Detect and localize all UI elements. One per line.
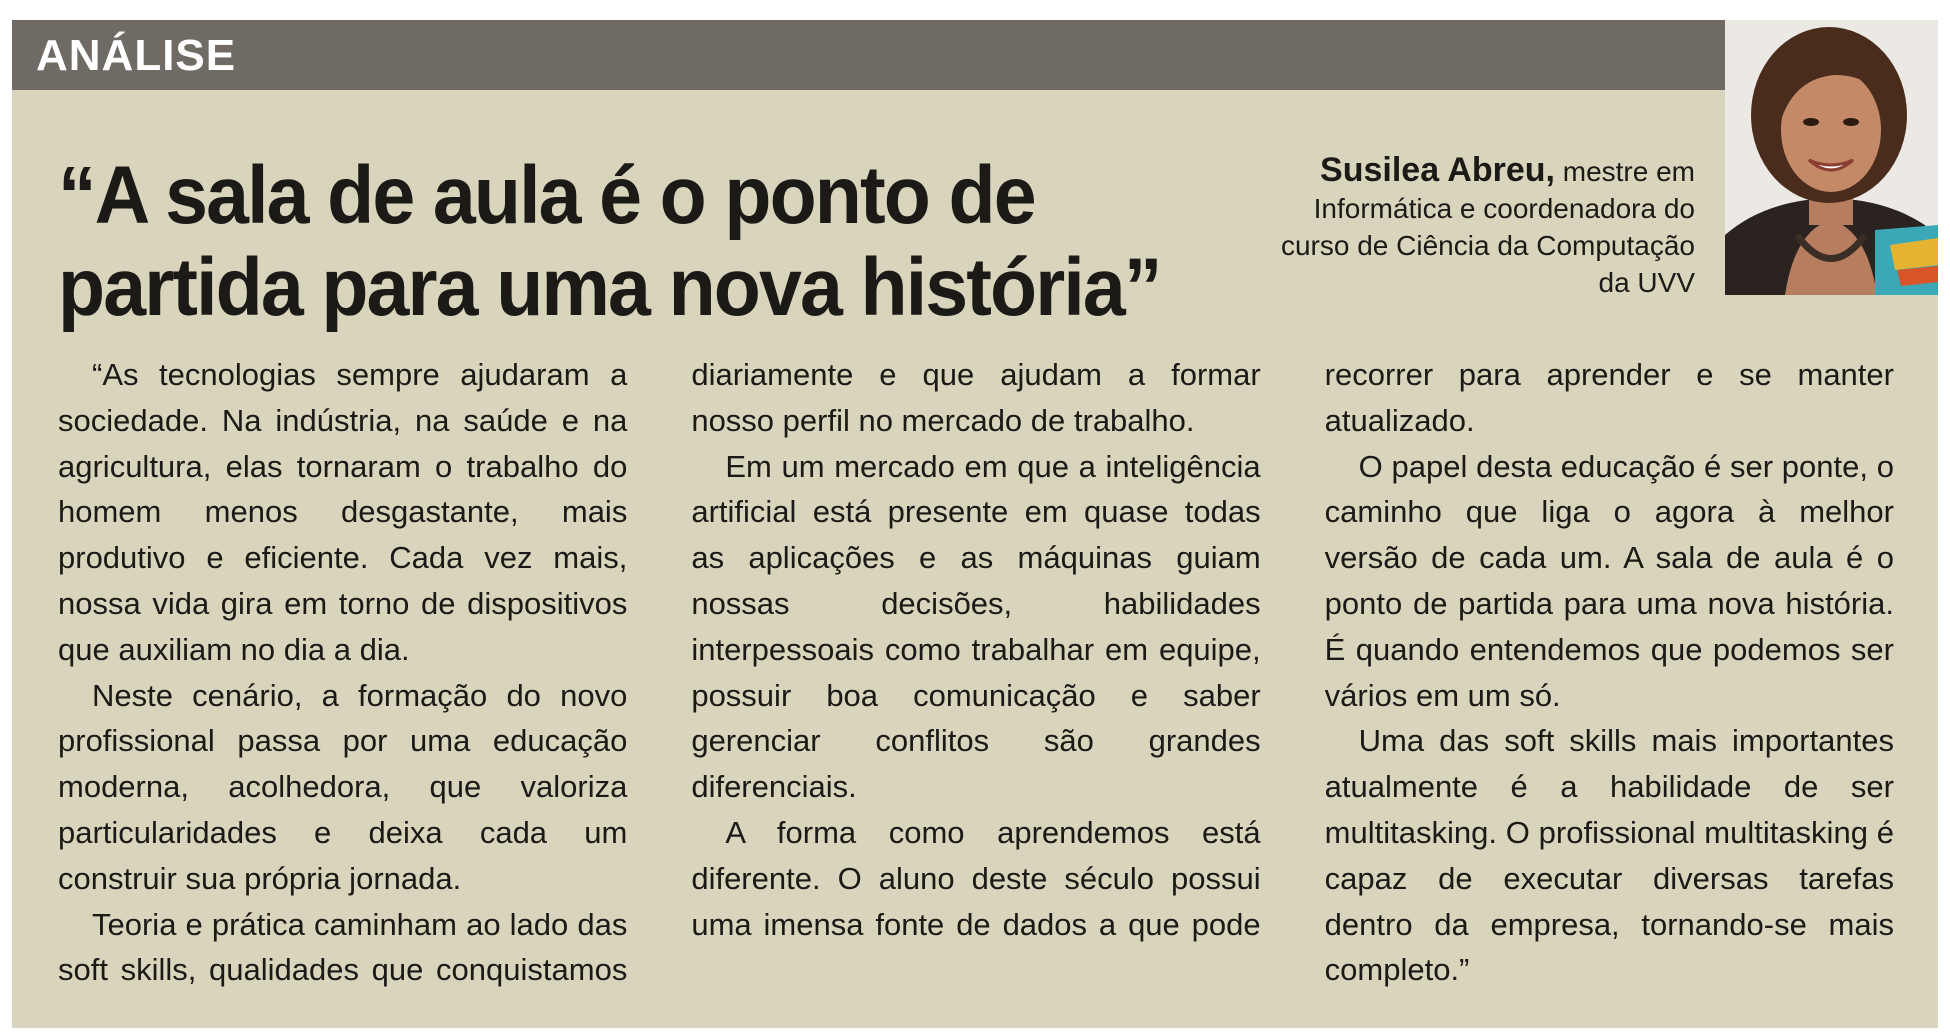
paragraph: Teoria e prática caminham ao lado das soft skills, qualidades que conquistamos diariamente e que ajudam a formar nosso perfil no mercado de trabalho. <box>58 357 1261 988</box>
author-name: Susilea Abreu, <box>1320 151 1555 189</box>
author-photo <box>1725 20 1938 295</box>
headline: “A sala de aula é o ponto de partida para uma nova história” <box>58 150 1161 333</box>
paragraph: Neste cenário, a formação do novo profissional passa por uma educação moderna, acolhedora, que valoriza particularidades e deixa cada um construir sua própria jornada. <box>58 677 628 896</box>
paragraph: Uma das soft skills mais importantes atualmente é a habilidade de ser multitasking. O profissional multitasking é capaz de executar diversas tarefas dentro da empresa, tornando-se mais completo.” <box>1324 723 1894 988</box>
paragraph: Em um mercado em que a inteligência artificial está presente em quase todas as aplicações e as máquinas guiam nossas decisões, habilidades interpessoais como trabalhar em equipe, possuir boa comunicação e saber gerenciar conflitos são grandes diferenciais. <box>691 448 1261 805</box>
author-description: mestre em Informática e coordenadora do curso de Ciência da Computação da UVV <box>1280 156 1695 298</box>
paragraph: “As tecnologias sempre ajudaram a sociedade. Na indústria, na saúde e na agricultura, elas tornaram o trabalho do homem menos desgastante, mais produtivo e eficiente. Cada vez mais, nossa vida gira em torno de dispositivos que auxiliam no dia a dia. <box>58 357 628 667</box>
author-byline <box>1280 152 1695 301</box>
paragraph: A forma como aprendemos está diferente. O aluno deste século possui uma imensa fonte de dados a que pode recorrer para aprender e se manter atualizado. <box>691 357 1894 942</box>
section-header-bar <box>12 20 1725 90</box>
section-label: ANÁLISE <box>36 31 237 80</box>
article-body <box>58 352 1894 1002</box>
paragraph: O papel desta educação é ser ponte, o caminho que liga o agora à melhor versão de cada um. A sala de aula é o ponto de partida para uma nova história. É quando entendemos que podemos ser vários em um só. <box>1324 448 1894 713</box>
